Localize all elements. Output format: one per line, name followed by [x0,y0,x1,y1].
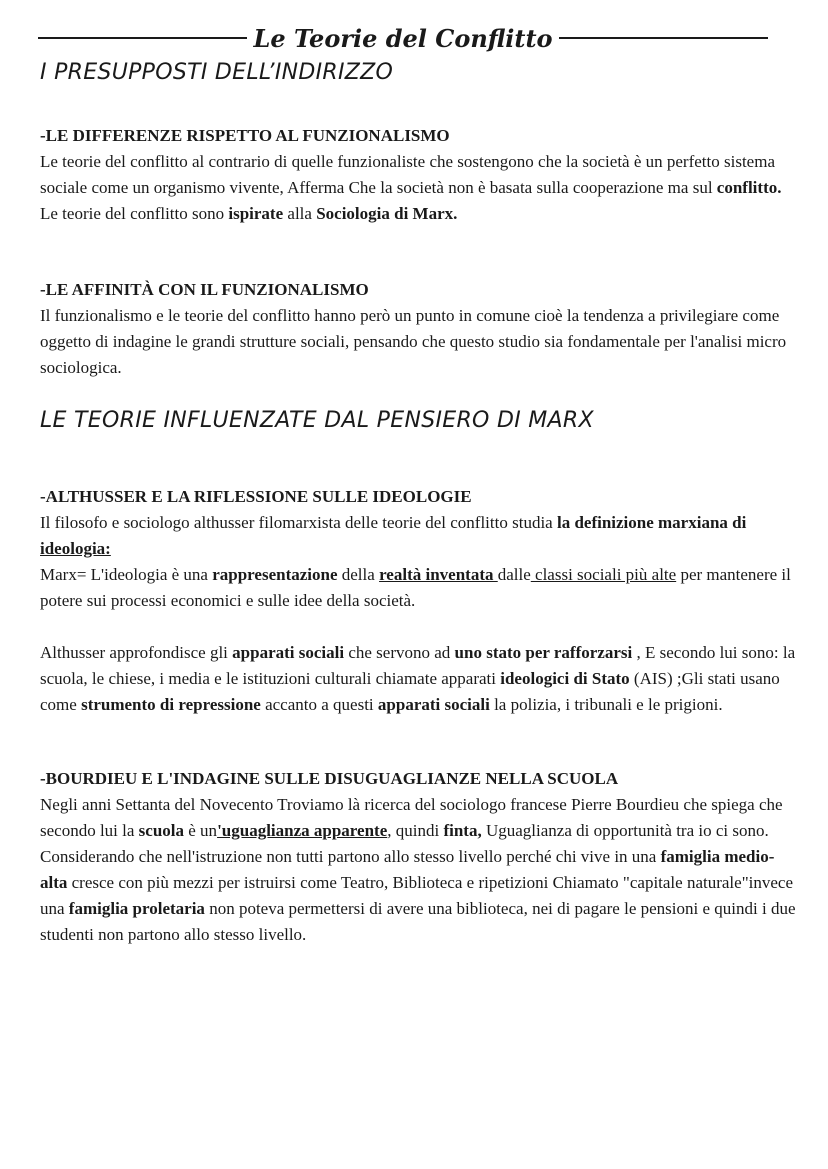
affinities-block [40,277,800,381]
bourdieu-block [40,766,800,948]
differences-paragraph-1: Le teorie del conflitto al contrario di quelle funzionaliste che sostengono che la società è un perfetto sistema sociale come un organismo vivente, Afferma Che la società non è basata sulla cooperazione ma sul conflitto. [40,152,782,197]
title-rule-right [559,37,768,39]
differences-block [40,123,800,227]
differences-paragraph-2: Le teorie del conflitto sono ispirate alla Sociologia di Marx. [40,204,458,223]
althusser-paragraph-1: Il filosofo e sociologo althusser filomarxista delle teorie del conflitto studia la definizione marxiana di ideologia: [40,513,747,558]
althusser-subheading: -ALTHUSSER E LA RIFLESSIONE SULLE IDEOLOGIE [40,487,472,506]
affinities-subheading: -LE AFFINITÀ CON IL FUNZIONALISMO [40,280,369,299]
differences-subheading: -LE DIFFERENZE RISPETTO AL FUNZIONALISMO [40,126,450,145]
affinities-paragraph: Il funzionalismo e le teorie del conflitto hanno però un punto in comune cioè la tendenza a privilegiare come oggetto di indagine le grandi strutture sociali, pensando che questo studio sia fondamentale per l'analisi micro sociologica. [40,306,787,377]
althusser-paragraph-2: Marx= L'ideologia è una rappresentazione della realtà inventata dalle classi sociali più alte per mantenere il potere sui processi economici e sulle idee della società. [40,565,791,610]
althusser-paragraph-3: Althusser approfondisce gli apparati sociali che servono ad uno stato per rafforzarsi , E secondo lui sono: la scuola, le chiese, i media e le istituzioni culturali chiamate apparati ideologici di Stato (AIS) ;Gli stati usano come strumento di repressione accanto a questi apparati sociali la polizia, i tribunali e le prigioni. [40,643,796,714]
bourdieu-subheading: -BOURDIEU E L'INDAGINE SULLE DISUGUAGLIANZE NELLA SCUOLA [40,769,619,788]
bourdieu-paragraph-2: Considerando che nell'istruzione non tutti partono allo stesso livello perché chi vive in una famiglia medio-alta cresce con più mezzi per istruirsi come Teatro, Biblioteca e ripetizioni Chiamato "capitale naturale"invece una famiglia proletaria non poteva permettersi di avere una biblioteca, nei di pagare le pensioni e quindi i due studenti non partono allo stesso livello. [40,847,796,944]
title-rule-left [38,37,247,39]
althusser-block [40,484,800,718]
section1-heading: I PRESUPPOSTI DELL’INDIRIZZO [40,60,394,85]
page-title: Le Teorie del Conflitto [253,23,553,53]
bourdieu-paragraph-1: Negli anni Settanta del Novecento Troviamo là ricerca del sociologo francese Pierre Bourdieu che spiega che secondo lui la scuola è un'uguaglianza apparente, quindi finta, Uguaglianza di opportunità tra io ci sono. [40,795,783,840]
title-row [38,18,768,58]
section2-heading: LE TEORIE INFLUENZATE DAL PENSIERO DI MARX [40,408,594,433]
